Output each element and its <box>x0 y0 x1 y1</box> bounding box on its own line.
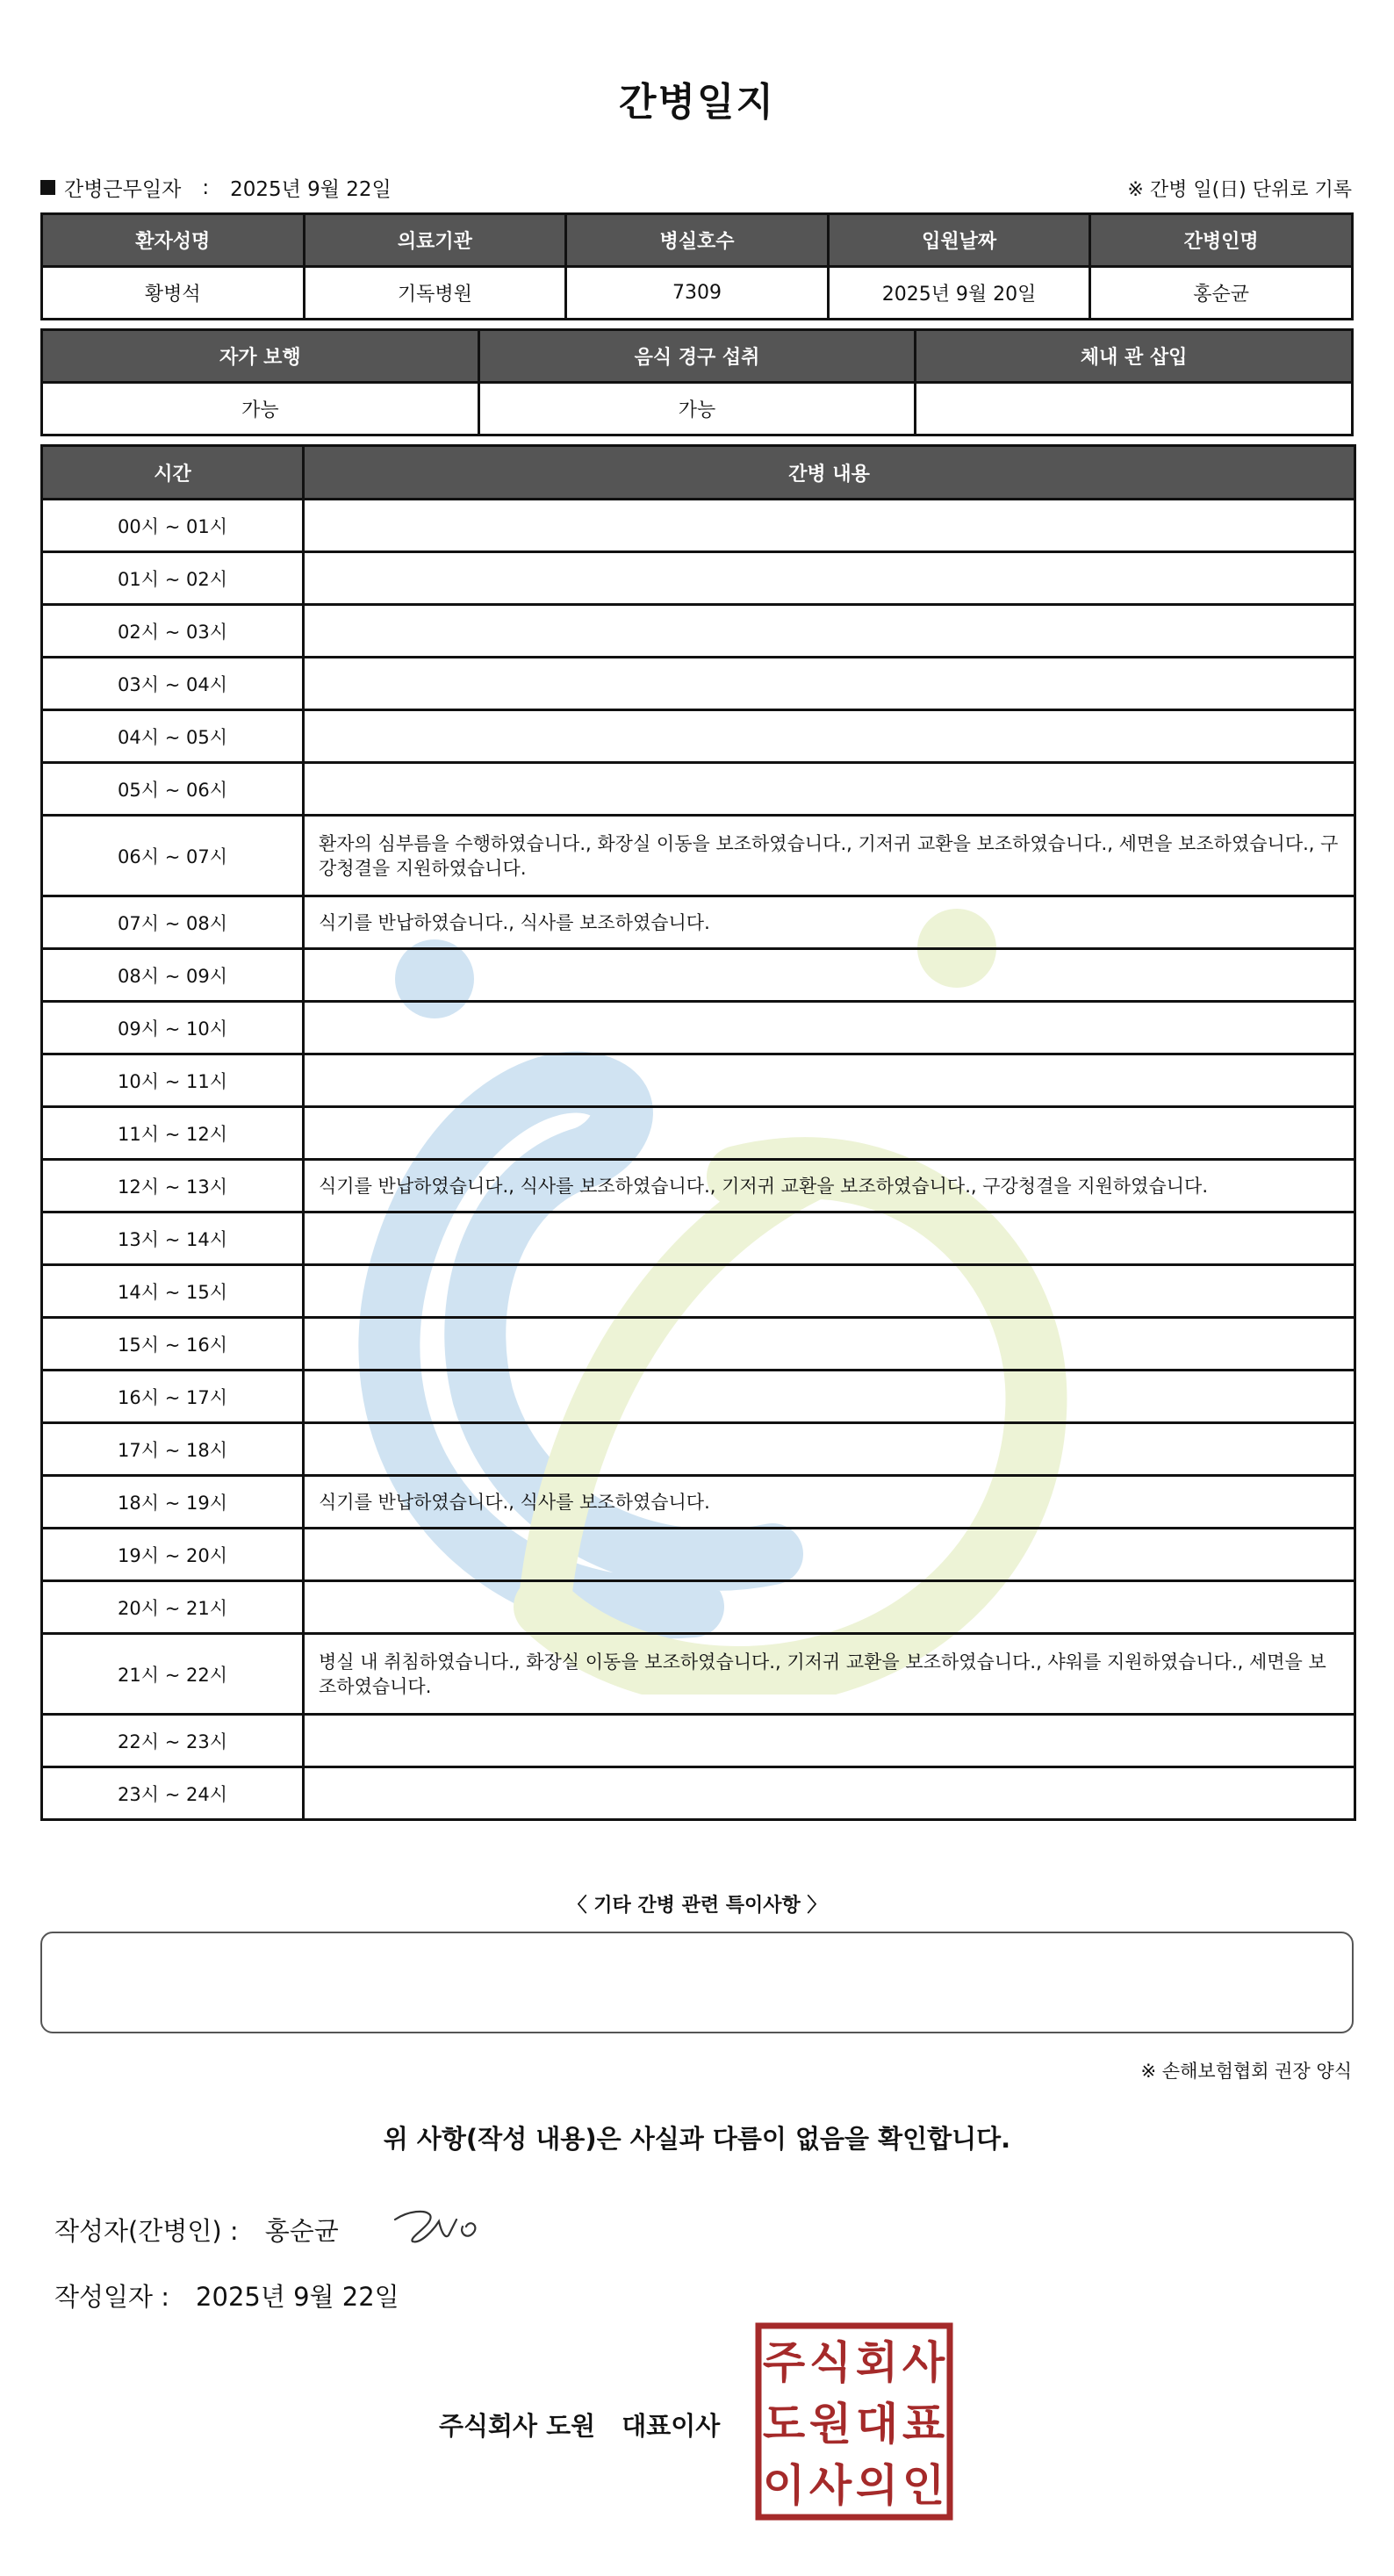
log-content: 식기를 반납하였습니다., 식사를 보조하였습니다. <box>304 1476 1355 1529</box>
header-walking: 자가 보행 <box>42 330 479 383</box>
room-number: 7309 <box>566 267 829 320</box>
log-content <box>304 658 1355 710</box>
log-content <box>304 1318 1355 1371</box>
page-title: 간병일지 <box>618 80 775 125</box>
work-date-value: 2025년 9월 22일 <box>230 178 392 201</box>
ceo-title: 대표이사 <box>622 2411 721 2441</box>
patient-info-table <box>40 212 1354 320</box>
confirm-statement: 위 사항(작성 내용)은 사실과 다름이 없음을 확인합니다. <box>383 2124 1011 2154</box>
log-row <box>42 816 1355 896</box>
notes-title: 〈 기타 간병 관련 특이사항 〉 <box>567 1895 827 1917</box>
log-time: 15시 ~ 16시 <box>42 1318 304 1371</box>
log-row <box>42 949 1355 1002</box>
header-caregiver: 간병인명 <box>1090 214 1353 267</box>
log-content: 식기를 반납하였습니다., 식사를 보조하였습니다. <box>304 896 1355 949</box>
company-seal <box>755 2322 953 2521</box>
patient-name: 황병석 <box>42 267 305 320</box>
header-oral-intake: 음식 경구 섭취 <box>478 330 916 383</box>
log-time: 03시 ~ 04시 <box>42 658 304 710</box>
log-time: 10시 ~ 11시 <box>42 1054 304 1107</box>
log-row <box>42 1107 1355 1160</box>
log-content <box>304 1054 1355 1107</box>
log-content <box>304 1371 1355 1423</box>
company-name: 주식회사 도원 <box>439 2411 596 2441</box>
log-row <box>42 763 1355 816</box>
log-time: 05시 ~ 06시 <box>42 763 304 816</box>
seal-char: 이 <box>762 2460 806 2511</box>
log-row <box>42 658 1355 710</box>
writer-line <box>54 2212 339 2248</box>
log-time: 07시 ~ 08시 <box>42 896 304 949</box>
walking-value: 가능 <box>42 383 479 435</box>
log-time: 00시 ~ 01시 <box>42 500 304 552</box>
seal-char: 도 <box>762 2399 806 2450</box>
writer-label: 작성자(간병인) : <box>54 2216 239 2246</box>
log-content <box>304 1212 1355 1265</box>
log-time: 02시 ~ 03시 <box>42 605 304 658</box>
write-date-line <box>54 2277 399 2313</box>
work-date-colon: : <box>202 176 210 199</box>
log-content <box>304 1265 1355 1318</box>
log-row <box>42 552 1355 605</box>
work-date-line <box>40 173 392 202</box>
unit-note: ※ 간병 일(日) 단위로 기록 <box>1127 179 1352 201</box>
log-time: 17시 ~ 18시 <box>42 1423 304 1476</box>
work-date-label: 간병근무일자 <box>64 178 182 201</box>
log-row <box>42 1160 1355 1212</box>
log-row <box>42 1476 1355 1529</box>
seal-char: 표 <box>902 2399 945 2450</box>
log-row <box>42 1634 1355 1715</box>
log-row <box>42 1318 1355 1371</box>
header-patient-name: 환자성명 <box>42 214 305 267</box>
log-content <box>304 1581 1355 1634</box>
square-bullet-icon <box>40 180 55 195</box>
log-time: 01시 ~ 02시 <box>42 552 304 605</box>
log-time: 16시 ~ 17시 <box>42 1371 304 1423</box>
log-content <box>304 763 1355 816</box>
caregiver-name: 홍순균 <box>1090 267 1353 320</box>
log-content <box>304 1529 1355 1581</box>
seal-char: 인 <box>902 2460 945 2511</box>
care-log-table <box>40 444 1356 1821</box>
log-content <box>304 1423 1355 1476</box>
log-row <box>42 896 1355 949</box>
header-tube: 체내 관 삽입 <box>916 330 1353 383</box>
header-hospital: 의료기관 <box>304 214 566 267</box>
seal-char: 사 <box>902 2337 945 2388</box>
log-time: 23시 ~ 24시 <box>42 1767 304 1820</box>
log-row <box>42 1002 1355 1054</box>
seal-char: 대 <box>855 2399 899 2450</box>
header-time: 시간 <box>42 446 304 500</box>
log-content <box>304 1715 1355 1767</box>
oral-intake-value: 가능 <box>478 383 916 435</box>
admit-date: 2025년 9월 20일 <box>828 267 1090 320</box>
log-row <box>42 1529 1355 1581</box>
log-content: 병실 내 취침하였습니다., 화장실 이동을 보조하였습니다., 기저귀 교환을 보조하였습니다., 샤워를 지원하였습니다., 세면을 보조하였습니다. <box>304 1634 1355 1715</box>
write-date-value: 2025년 9월 22일 <box>196 2282 399 2312</box>
log-time: 13시 ~ 14시 <box>42 1212 304 1265</box>
log-time: 04시 ~ 05시 <box>42 710 304 763</box>
notes-box <box>40 1932 1354 2033</box>
log-content <box>304 552 1355 605</box>
writer-name: 홍순균 <box>264 2216 339 2246</box>
company-line <box>439 2407 720 2443</box>
ability-table <box>40 328 1354 436</box>
log-time: 20시 ~ 21시 <box>42 1581 304 1634</box>
log-row <box>42 500 1355 552</box>
log-row <box>42 1767 1355 1820</box>
seal-char: 사 <box>808 2460 852 2511</box>
write-date-label: 작성일자 : <box>54 2282 170 2312</box>
log-content <box>304 605 1355 658</box>
log-row <box>42 1265 1355 1318</box>
log-content <box>304 949 1355 1002</box>
log-content <box>304 1107 1355 1160</box>
header-admit-date: 입원날짜 <box>828 214 1090 267</box>
log-content <box>304 500 1355 552</box>
tube-value <box>916 383 1353 435</box>
log-row <box>42 605 1355 658</box>
seal-char: 주 <box>762 2337 806 2388</box>
log-row <box>42 1212 1355 1265</box>
log-row <box>42 1371 1355 1423</box>
log-time: 12시 ~ 13시 <box>42 1160 304 1212</box>
log-time: 06시 ~ 07시 <box>42 816 304 896</box>
log-time: 22시 ~ 23시 <box>42 1715 304 1767</box>
log-row <box>42 1054 1355 1107</box>
log-time: 11시 ~ 12시 <box>42 1107 304 1160</box>
log-time: 09시 ~ 10시 <box>42 1002 304 1054</box>
seal-char: 의 <box>855 2460 899 2511</box>
header-care-content: 간병 내용 <box>304 446 1355 500</box>
seal-char: 식 <box>808 2337 852 2388</box>
log-time: 19시 ~ 20시 <box>42 1529 304 1581</box>
seal-char: 원 <box>808 2399 852 2450</box>
log-row <box>42 1715 1355 1767</box>
hospital-name: 기독병원 <box>304 267 566 320</box>
log-time: 18시 ~ 19시 <box>42 1476 304 1529</box>
log-content: 식기를 반납하였습니다., 식사를 보조하였습니다., 기저귀 교환을 보조하였습니다., 구강청결을 지원하였습니다. <box>304 1160 1355 1212</box>
log-row <box>42 710 1355 763</box>
header-room: 병실호수 <box>566 214 829 267</box>
seal-char: 회 <box>855 2337 899 2388</box>
log-content <box>304 1002 1355 1054</box>
signature <box>391 2202 496 2248</box>
form-note: ※ 손해보험협회 권장 양식 <box>1140 2061 1352 2082</box>
log-content: 환자의 심부름을 수행하였습니다., 화장실 이동을 보조하였습니다., 기저귀 교환을 보조하였습니다., 세면을 보조하였습니다., 구강청결을 지원하였습니다. <box>304 816 1355 896</box>
log-row <box>42 1423 1355 1476</box>
log-time: 21시 ~ 22시 <box>42 1634 304 1715</box>
log-content <box>304 1767 1355 1820</box>
log-row <box>42 1581 1355 1634</box>
log-time: 14시 ~ 15시 <box>42 1265 304 1318</box>
log-time: 08시 ~ 09시 <box>42 949 304 1002</box>
log-content <box>304 710 1355 763</box>
